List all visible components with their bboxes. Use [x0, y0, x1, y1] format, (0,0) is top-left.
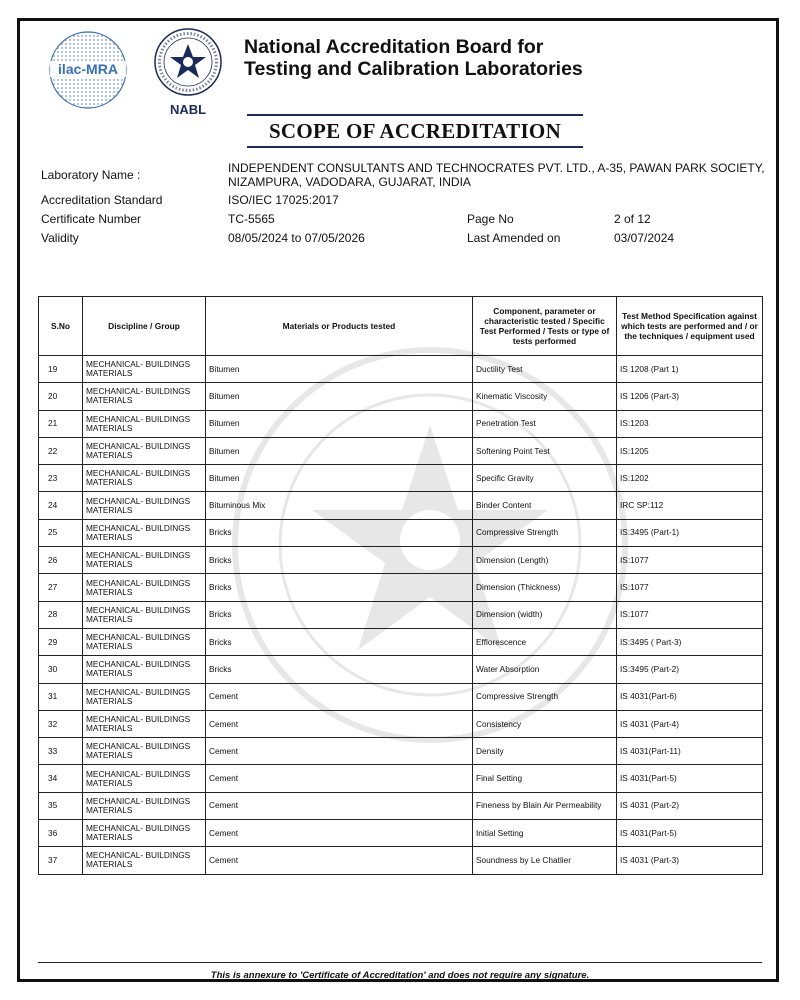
- cell-sno: 31: [39, 683, 83, 710]
- cell-component: Efflorescence: [473, 628, 617, 655]
- document-title: SCOPE OF ACCREDITATION: [247, 114, 583, 148]
- table-row: [39, 492, 763, 519]
- table-row: [39, 847, 763, 874]
- cell-discipline: MECHANICAL- BUILDINGS MATERIALS: [83, 765, 206, 792]
- cell-material: Cement: [206, 765, 473, 792]
- table-row: [39, 820, 763, 847]
- lab-name-line1: INDEPENDENT CONSULTANTS AND TECHNOCRATES PVT. LTD., A-35, PAWAN PARK SOCIETY,: [228, 161, 765, 175]
- cell-method: IS:3495 (Part-2): [617, 656, 763, 683]
- cell-component: Penetration Test: [473, 410, 617, 437]
- cell-method: IS:1077: [617, 601, 763, 628]
- cell-sno: 19: [39, 356, 83, 383]
- cell-component: Consistency: [473, 710, 617, 737]
- cell-discipline: MECHANICAL- BUILDINGS MATERIALS: [83, 437, 206, 464]
- org-title-line1: National Accreditation Board for: [244, 36, 544, 58]
- cell-sno: 36: [39, 820, 83, 847]
- cell-discipline: MECHANICAL- BUILDINGS MATERIALS: [83, 792, 206, 819]
- cell-discipline: MECHANICAL- BUILDINGS MATERIALS: [83, 738, 206, 765]
- cell-sno: 34: [39, 765, 83, 792]
- nabl-logo: [148, 26, 228, 118]
- cell-discipline: MECHANICAL- BUILDINGS MATERIALS: [83, 683, 206, 710]
- table-row: [39, 601, 763, 628]
- cell-material: Cement: [206, 792, 473, 819]
- cell-sno: 25: [39, 519, 83, 546]
- cell-method: IS 4031 (Part-4): [617, 710, 763, 737]
- header-discipline: Discipline / Group: [83, 297, 206, 356]
- cell-material: Cement: [206, 683, 473, 710]
- header-component: Component, parameter or characteristic tested / Specific Test Performed / Tests or type of tests performed: [473, 297, 617, 356]
- lab-name-line2: NIZAMPURA, VADODARA, GUJARAT, INDIA: [228, 175, 471, 189]
- cell-method: IS:1205: [617, 437, 763, 464]
- cell-discipline: MECHANICAL- BUILDINGS MATERIALS: [83, 492, 206, 519]
- table-row: [39, 628, 763, 655]
- cell-material: Bricks: [206, 628, 473, 655]
- cell-material: Bitumen: [206, 437, 473, 464]
- cell-method: IS 4031(Part-11): [617, 738, 763, 765]
- org-title: [244, 36, 583, 80]
- cell-sno: 28: [39, 601, 83, 628]
- cell-discipline: MECHANICAL- BUILDINGS MATERIALS: [83, 628, 206, 655]
- cell-material: Bricks: [206, 574, 473, 601]
- cell-discipline: MECHANICAL- BUILDINGS MATERIALS: [83, 656, 206, 683]
- scope-table-wrap: [38, 296, 762, 875]
- cell-material: Bricks: [206, 601, 473, 628]
- cell-component: Softening Point Test: [473, 437, 617, 464]
- table-row: [39, 683, 763, 710]
- cell-component: Specific Gravity: [473, 465, 617, 492]
- cell-material: Bitumen: [206, 383, 473, 410]
- cell-sno: 33: [39, 738, 83, 765]
- certificate-value: TC-5565: [228, 212, 275, 226]
- cell-material: Cement: [206, 847, 473, 874]
- cell-sno: 24: [39, 492, 83, 519]
- cell-method: IRC SP:112: [617, 492, 763, 519]
- cell-discipline: MECHANICAL- BUILDINGS MATERIALS: [83, 356, 206, 383]
- org-title-line2: Testing and Calibration Laboratories: [244, 58, 583, 80]
- cell-discipline: MECHANICAL- BUILDINGS MATERIALS: [83, 601, 206, 628]
- cell-discipline: MECHANICAL- BUILDINGS MATERIALS: [83, 574, 206, 601]
- cell-method: IS 1208 (Part 1): [617, 356, 763, 383]
- ilac-logo-label: ilac-MRA: [58, 61, 118, 77]
- ilac-mra-logo: [48, 30, 128, 110]
- table-row: [39, 574, 763, 601]
- table-row: [39, 437, 763, 464]
- cell-material: Cement: [206, 738, 473, 765]
- page-label: Page No: [467, 212, 514, 226]
- cell-method: IS 4031(Part-5): [617, 820, 763, 847]
- cell-discipline: MECHANICAL- BUILDINGS MATERIALS: [83, 465, 206, 492]
- cell-discipline: MECHANICAL- BUILDINGS MATERIALS: [83, 847, 206, 874]
- table-header-row: [39, 297, 763, 356]
- cell-method: IS:3495 (Part-1): [617, 519, 763, 546]
- cell-method: IS 1206 (Part-3): [617, 383, 763, 410]
- standard-label: Accreditation Standard: [41, 193, 163, 207]
- table-body: [39, 356, 763, 875]
- cell-discipline: MECHANICAL- BUILDINGS MATERIALS: [83, 710, 206, 737]
- cell-method: IS 4031 (Part-2): [617, 792, 763, 819]
- cell-discipline: MECHANICAL- BUILDINGS MATERIALS: [83, 547, 206, 574]
- cell-sno: 30: [39, 656, 83, 683]
- nabl-logo-label: NABL: [169, 102, 207, 117]
- cell-discipline: MECHANICAL- BUILDINGS MATERIALS: [83, 519, 206, 546]
- cell-sno: 35: [39, 792, 83, 819]
- cell-material: Bricks: [206, 656, 473, 683]
- cell-component: Compressive Strength: [473, 519, 617, 546]
- cell-component: Dimension (Thickness): [473, 574, 617, 601]
- cell-material: Bitumen: [206, 410, 473, 437]
- cell-sno: 21: [39, 410, 83, 437]
- cell-material: Bitumen: [206, 465, 473, 492]
- cell-method: IS:1077: [617, 547, 763, 574]
- cell-component: Fineness by Blain Air Permeability: [473, 792, 617, 819]
- cell-method: IS:3495 ( Part-3): [617, 628, 763, 655]
- cell-method: IS:1077: [617, 574, 763, 601]
- amended-value: 03/07/2024: [614, 231, 675, 245]
- table-row: [39, 383, 763, 410]
- table-row: [39, 547, 763, 574]
- header-sno: S.No: [39, 297, 83, 356]
- cell-discipline: MECHANICAL- BUILDINGS MATERIALS: [83, 383, 206, 410]
- certificate-label: Certificate Number: [41, 212, 142, 226]
- cell-component: Binder Content: [473, 492, 617, 519]
- cell-method: IS 4031(Part-6): [617, 683, 763, 710]
- header-method: Test Method Specification against which tests are performed and / or the techniques / equipment used: [617, 297, 763, 356]
- table-row: [39, 356, 763, 383]
- cell-material: Cement: [206, 820, 473, 847]
- cell-sno: 29: [39, 628, 83, 655]
- footer-divider: [38, 962, 762, 963]
- cell-material: Bricks: [206, 547, 473, 574]
- table-row: [39, 738, 763, 765]
- validity-label: Validity: [41, 231, 79, 245]
- cell-material: Bricks: [206, 519, 473, 546]
- standard-value: ISO/IEC 17025:2017: [228, 193, 339, 207]
- validity-value: 08/05/2024 to 07/05/2026: [228, 231, 365, 245]
- cell-sno: 20: [39, 383, 83, 410]
- table-row: [39, 519, 763, 546]
- table-row: [39, 656, 763, 683]
- cell-component: Ductility Test: [473, 356, 617, 383]
- cell-sno: 23: [39, 465, 83, 492]
- cell-component: Compressive Strength: [473, 683, 617, 710]
- cell-method: IS:1203: [617, 410, 763, 437]
- footer-note: This is annexure to 'Certificate of Accreditation' and does not require any signature.: [210, 970, 590, 981]
- lab-name-label: Laboratory Name :: [41, 168, 141, 182]
- table-row: [39, 765, 763, 792]
- cell-material: Cement: [206, 710, 473, 737]
- cell-sno: 27: [39, 574, 83, 601]
- cell-sno: 22: [39, 437, 83, 464]
- page-value: 2 of 12: [614, 212, 651, 226]
- cell-material: Bitumen: [206, 356, 473, 383]
- cell-method: IS 4031 (Part-3): [617, 847, 763, 874]
- cell-sno: 37: [39, 847, 83, 874]
- cell-component: Density: [473, 738, 617, 765]
- table-row: [39, 792, 763, 819]
- cell-method: IS:1202: [617, 465, 763, 492]
- table-row: [39, 465, 763, 492]
- cell-discipline: MECHANICAL- BUILDINGS MATERIALS: [83, 820, 206, 847]
- cell-component: Soundness by Le Chatlier: [473, 847, 617, 874]
- cell-sno: 32: [39, 710, 83, 737]
- cell-sno: 26: [39, 547, 83, 574]
- header-materials: Materials or Products tested: [206, 297, 473, 356]
- cell-component: Initial Setting: [473, 820, 617, 847]
- cell-material: Bituminous Mix: [206, 492, 473, 519]
- cell-component: Water Absorption: [473, 656, 617, 683]
- cell-component: Dimension (Length): [473, 547, 617, 574]
- scope-table: [38, 296, 763, 875]
- cell-method: IS 4031(Part-5): [617, 765, 763, 792]
- cell-component: Kinematic Viscosity: [473, 383, 617, 410]
- cell-component: Final Setting: [473, 765, 617, 792]
- cell-component: Dimension (width): [473, 601, 617, 628]
- cell-discipline: MECHANICAL- BUILDINGS MATERIALS: [83, 410, 206, 437]
- amended-label: Last Amended on: [467, 231, 561, 245]
- table-row: [39, 710, 763, 737]
- table-row: [39, 410, 763, 437]
